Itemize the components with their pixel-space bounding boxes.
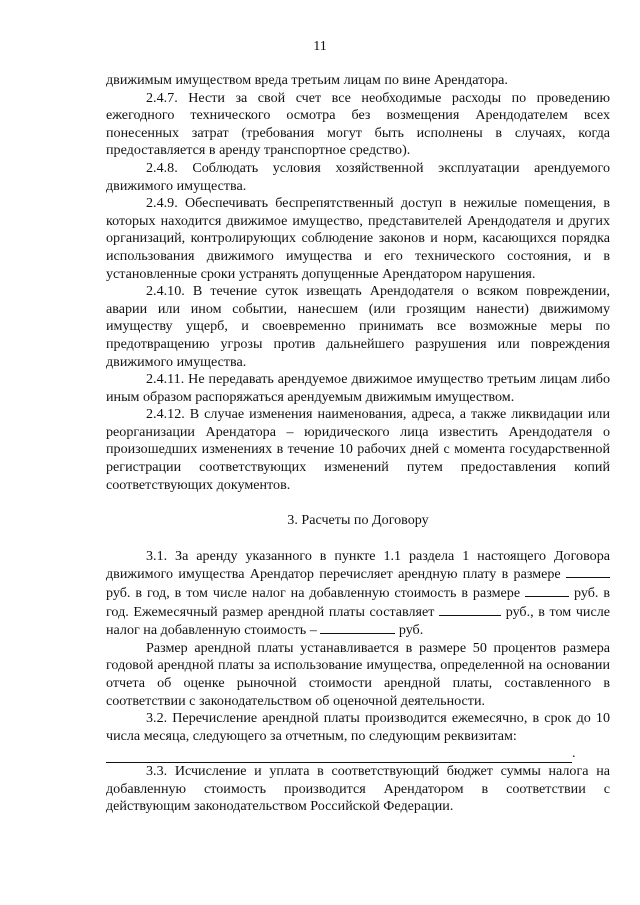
clause-2-4-11: 2.4.11. Не передавать арендуемое движимое имущество третьим лицам либо иным образом распоряжаться арендуемым движимым имуществом. <box>106 371 610 405</box>
rent-size-paragraph: Размер арендной платы устанавливается в размере 50 процентов размера годовой арендной платы за использование имущества, определенной на основании отчета об оценке рыночной стоимости арендной платы, составленного в соответствии с законодательством об оценочной деятельности. <box>106 639 610 709</box>
clause-3-3: 3.3. Исчисление и уплата в соответствующий бюджет суммы налога на добавленную стоимость производится Арендатором в соответствии с действующим законодательством Российской Федерации. <box>106 762 610 815</box>
clause-3-2: 3.2. Перечисление арендной платы производится ежемесячно, в срок до 10 числа месяца, следующего за отчетным, по следующим реквизитам: <box>106 710 610 744</box>
page-number: 11 <box>313 38 327 54</box>
section-heading: 3. Расчеты по Договору <box>287 512 429 529</box>
clause-2-4-12: 2.4.12. В случае изменения наименования, адреса, а также ликвидации или реорганизации Арендатора – юридического лица известить Арендодателя о произошедших изменениях в течение 10 рабочих дней с момента государственной регистрации соответствующих изменений путем предоставления копий соответствующих документов. <box>106 406 610 493</box>
blank-annual-rent <box>566 565 610 578</box>
clause-2-4-7: 2.4.7. Нести за свой счет все необходимые расходы по проведению ежегодного технического осмотра без возмещения Арендодателем всех понесенных затрат (требования могут быть исполнены в случаях, когда предоставляется в аренду транспортное средство). <box>106 89 610 159</box>
document-body <box>106 72 610 816</box>
blank-monthly-vat <box>320 621 395 634</box>
requisites-line-row <box>106 745 610 763</box>
clause-3-1-text-c: руб. в год. Ежемесячный размер арендной платы составляет <box>106 585 611 620</box>
clause-3-1-text-d: руб., в том числе налог на добавленную стоимость – <box>106 603 610 639</box>
blank-annual-vat <box>525 584 569 597</box>
clause-3-1-text-e: руб. <box>398 622 424 639</box>
clause-3-1 <box>106 548 610 640</box>
clause-3-1-text-b: руб. в год, в том числе налог на добавленную стоимость в размере <box>106 585 521 602</box>
paragraph-continuation: движимым имуществом вреда третьим лицам по вине Арендатора. <box>106 72 508 88</box>
clause-2-4-8: 2.4.8. Соблюдать условия хозяйственной эксплуатации арендуемого движимого имущества. <box>106 159 610 194</box>
requisites-end-period: . <box>572 745 576 762</box>
clause-2-4-10: 2.4.10. В течение суток извещать Арендодателя о всяком повреждении, аварии или ином событии, нанесшем (или грозящим нанести) движимому имуществу ущерб, и своевременно принимать все возможные меры по предотвращению угрозы против дальнейшего разрушения или повреждения движимого имущества. <box>106 283 610 370</box>
clause-3-1-text-a: 3.1. За аренду указанного в пункте 1.1 раздела 1 настоящего Договора движимого имущества Арендатор перечисляет арендную плату в размере <box>106 547 610 583</box>
clause-2-4-9: 2.4.9. Обеспечивать беспрепятственный доступ в нежилые помещения, в которых находится движимое имущество, представителей Арендодателя и других организаций, контролирующих соблюдение законов и норм, касающихся порядка использования движимого имущества и его технического состояния, и в установленные сроки устранять допущенные Арендатором нарушения. <box>106 195 610 282</box>
requisites-blank-line <box>106 747 572 763</box>
blank-monthly-rent <box>439 603 501 616</box>
